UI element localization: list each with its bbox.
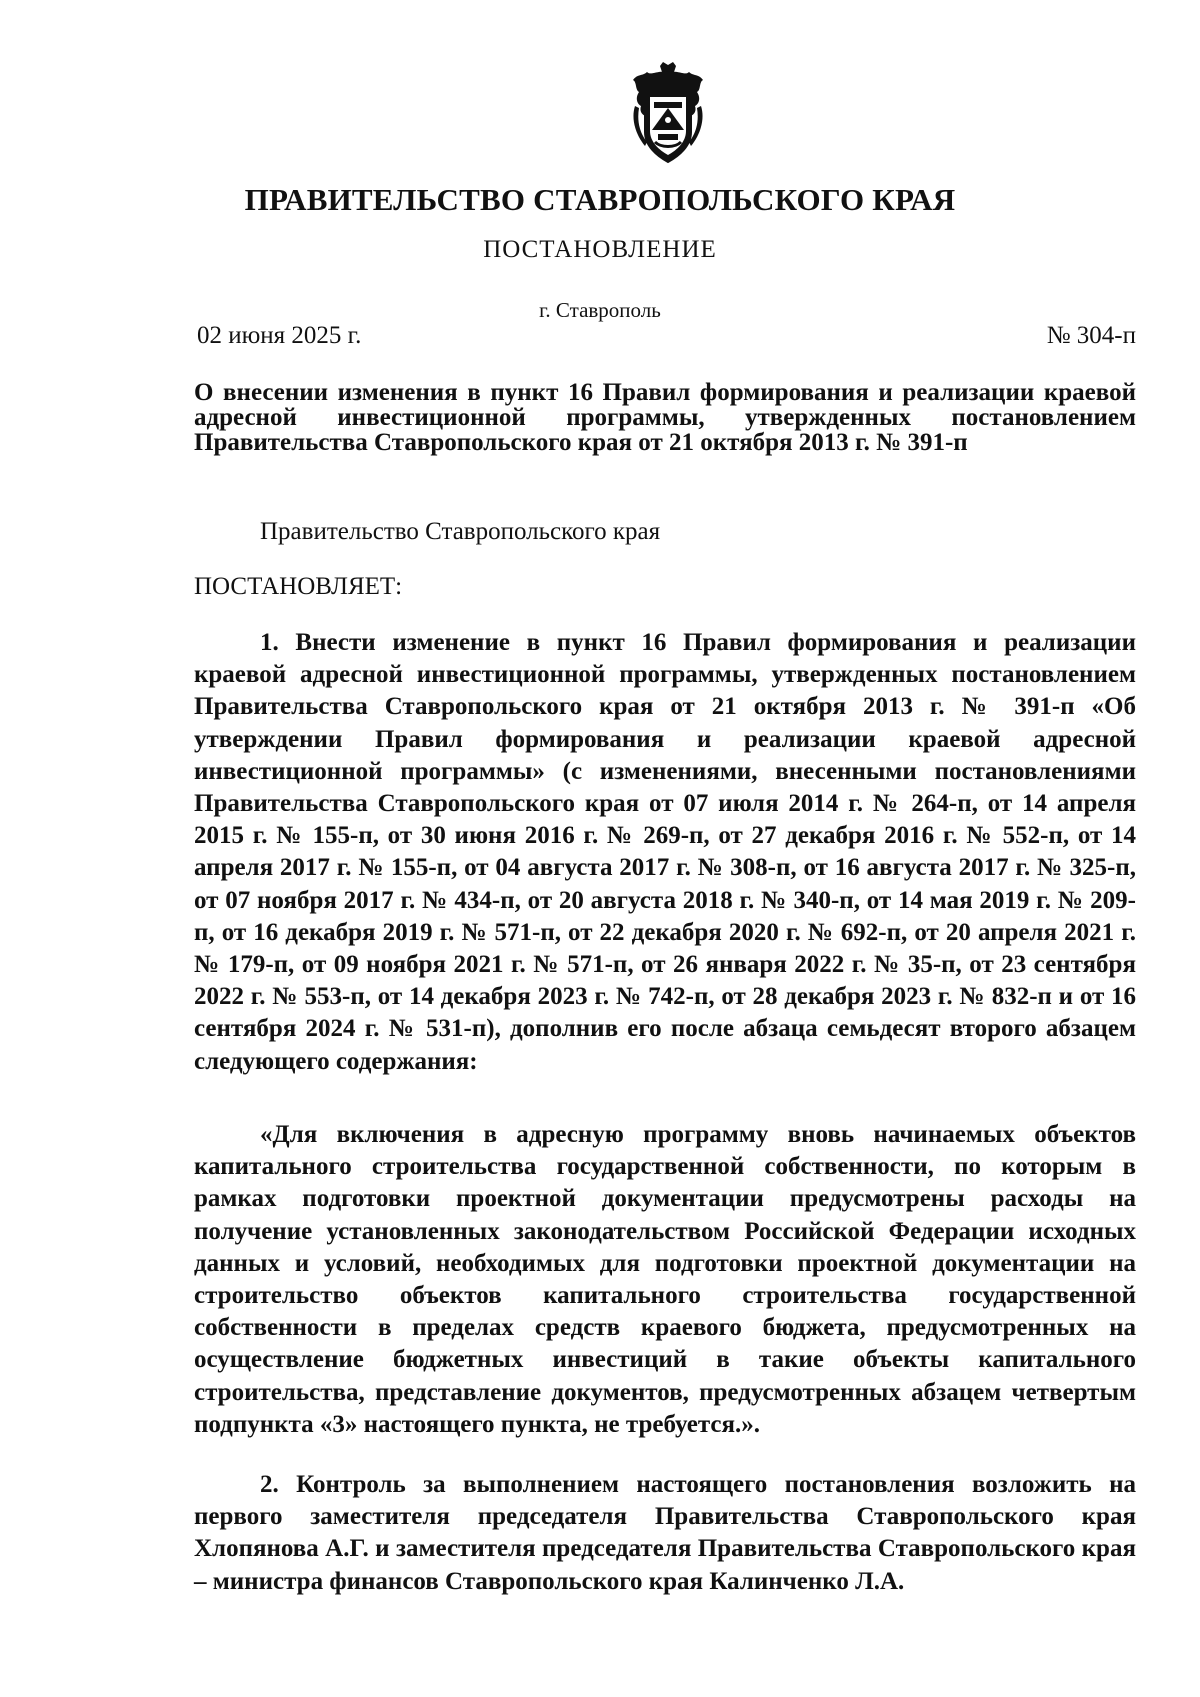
item-2-paragraph: 2. Контроль за выполнением настоящего постановления возложить на первого заместителя председателя Правительства Ставропольского края Хлопянова А.Г. и заместителя председателя Правительства Ставропольского края – министра финансов Ставропольского края Калинченко Л.А. [194, 1471, 1136, 1595]
coat-of-arms-icon [627, 62, 709, 166]
government-line: Правительство Ставропольского края [260, 518, 661, 545]
item-1-quote-paragraph: «Для включения в адресную программу вновь начинаемых объектов капитального строительства государственной собственности, по которым в рамках подготовки проектной документации предусмотрены расходы на получение установленных законодательством Российской Федерации исходных данных и условий, необходимых для подготовки проектной документации на строительство объектов капитального строительства государственной собственности в пределах средств краевого бюджета, предусмотренных на осуществление бюджетных инвестиций в такие объекты капитального строительства, представление документов, предусмотренных абзацем четвертым подпункта «3» настоящего пункта, не требуется.». [194, 1121, 1136, 1438]
document-type: ПОСТАНОВЛЕНИЕ [483, 236, 717, 263]
resolves-heading: ПОСТАНОВЛЯЕТ: [194, 573, 403, 600]
document-date: 02 июня 2025 г. [197, 322, 362, 349]
document-number: № 304-п [1046, 322, 1136, 349]
item-1-paragraph: 1. Внести изменение в пункт 16 Правил формирования и реализации краевой адресной инвестиционной программы, утвержденных постановлением Правительства Ставропольского края от 21 октября 2013 г. № 391-п «Об утверждении Правил формирования и реализации краевой адресной инвестиционной программы» (с изменениями, внесенными постановлениями Правительства Ставропольского края от 07 июля 2014 г. № 264-п, от 14 апреля 2015 г. № 155-п, от 30 июня 2016 г. № 269-п, от 27 декабря 2016 г. № 552-п, от 14 апреля 2017 г. № 155-п, от 04 августа 2017 г. № 308-п, от 16 августа 2017 г. № 325-п, от 07 ноября 2017 г. № 434-п, от 20 августа 2018 г. № 340-п, от 14 мая 2019 г. № 209-п, от 16 декабря 2019 г. № 571-п, от 22 декабря 2020 г. № 692-п, от 20 апреля 2021 г. № 179-п, от 09 ноября 2021 г. № 571-п, от 26 января 2022 г. № 35-п, от 23 сентября 2022 г. № 553-п, от 14 декабря 2023 г. № 742-п, от 28 декабря 2023 г. № 832-п и от 16 сентября 2024 г. № 531-п), дополнив его после абзаца семьдесят второго абзацем следующего содержания: [194, 629, 1136, 1075]
document-subject: О внесении изменения в пункт 16 Правил формирования и реализации краевой адресной инвестиционной программы, утвержденных постановлением Правительства Ставропольского края от 21 октября 2013 г. № 391-п [194, 379, 1136, 456]
city-label: г. Ставрополь [539, 298, 661, 322]
government-title: ПРАВИТЕЛЬСТВО СТАВРОПОЛЬСКОГО КРАЯ [244, 182, 956, 217]
